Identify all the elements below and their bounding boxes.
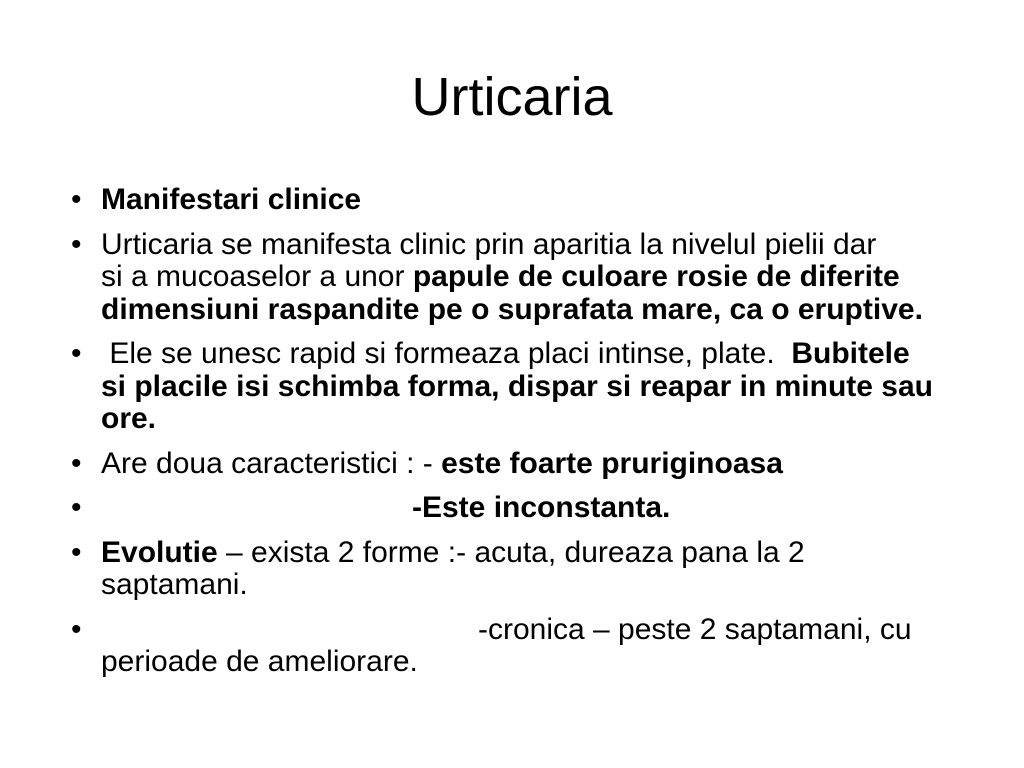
slide-title: Urticaria: [411, 67, 613, 127]
bullet-manifestari-clinice: [71, 183, 1001, 217]
bullet-emphasis: papule de culoare rosie de diferite: [412, 260, 900, 293]
bullet-line: [101, 537, 1001, 570]
bullet-cronica: [71, 612, 1001, 679]
bullet-marker: •: [71, 535, 82, 569]
bullet-line: [101, 338, 1001, 371]
bullet-line: [101, 492, 1001, 525]
bullet-caracteristici: [71, 446, 1001, 481]
bullet-marker: •: [71, 337, 82, 370]
bullet-emphasis: dimensiuni raspandite pe o suprafata mare, ca o eruptive.: [101, 292, 923, 326]
bullet-text: -cronica – peste 2 saptamani, cu: [478, 612, 912, 646]
bullet-text: perioade de ameliorare.: [101, 645, 418, 678]
bullet-text: Ele se unesc rapid si formeaza placi intinse, plate.: [101, 337, 792, 370]
bullet-line: [101, 294, 1001, 327]
bullet-line: [101, 569, 1001, 602]
bullet-marker: •: [71, 491, 82, 524]
bullet-list: [71, 183, 1001, 691]
bullet-marker: •: [71, 183, 82, 216]
bullet-text: Are doua caracteristici : -: [101, 446, 442, 480]
bullet-line: [101, 184, 1001, 217]
bullet-line: [101, 229, 1001, 262]
bullet-evolutie: [71, 535, 1001, 602]
bullet-line: [101, 371, 1001, 404]
bullet-emphasis: Bubitele: [791, 337, 910, 370]
bullet-text: saptamani.: [101, 568, 248, 601]
bullet-marker: •: [71, 446, 82, 480]
bullet-emphasis: Evolutie: [101, 535, 218, 569]
bullet-line: [101, 261, 1001, 294]
bullet-emphasis: si placile isi schimba forma, dispar si reapar in minute sau: [101, 369, 933, 403]
bullet-line: [101, 614, 1001, 647]
bullet-placi: [71, 337, 1001, 436]
bullet-emphasis: -Este inconstanta.: [412, 491, 671, 524]
bullet-text: si a mucoaselor a unor: [101, 260, 413, 293]
bullet-text: – exista 2 forme :- acuta, dureaza pana la 2: [217, 535, 805, 569]
bullet-marker: •: [71, 227, 82, 261]
bullet-marker: •: [71, 612, 82, 646]
bullet-line: [101, 448, 1001, 481]
bullet-text: Urticaria se manifesta clinic prin aparitia la nivelul pielii dar: [101, 227, 877, 261]
bullet-description: [71, 227, 1001, 327]
bullet-emphasis: este foarte pruriginoasa: [441, 446, 783, 480]
bullet-line: [101, 403, 1001, 436]
bullet-inconstanta: [71, 491, 1001, 525]
section-heading: Manifestari clinice: [101, 183, 362, 216]
bullet-line: [101, 646, 1001, 679]
bullet-emphasis: ore.: [101, 402, 157, 435]
